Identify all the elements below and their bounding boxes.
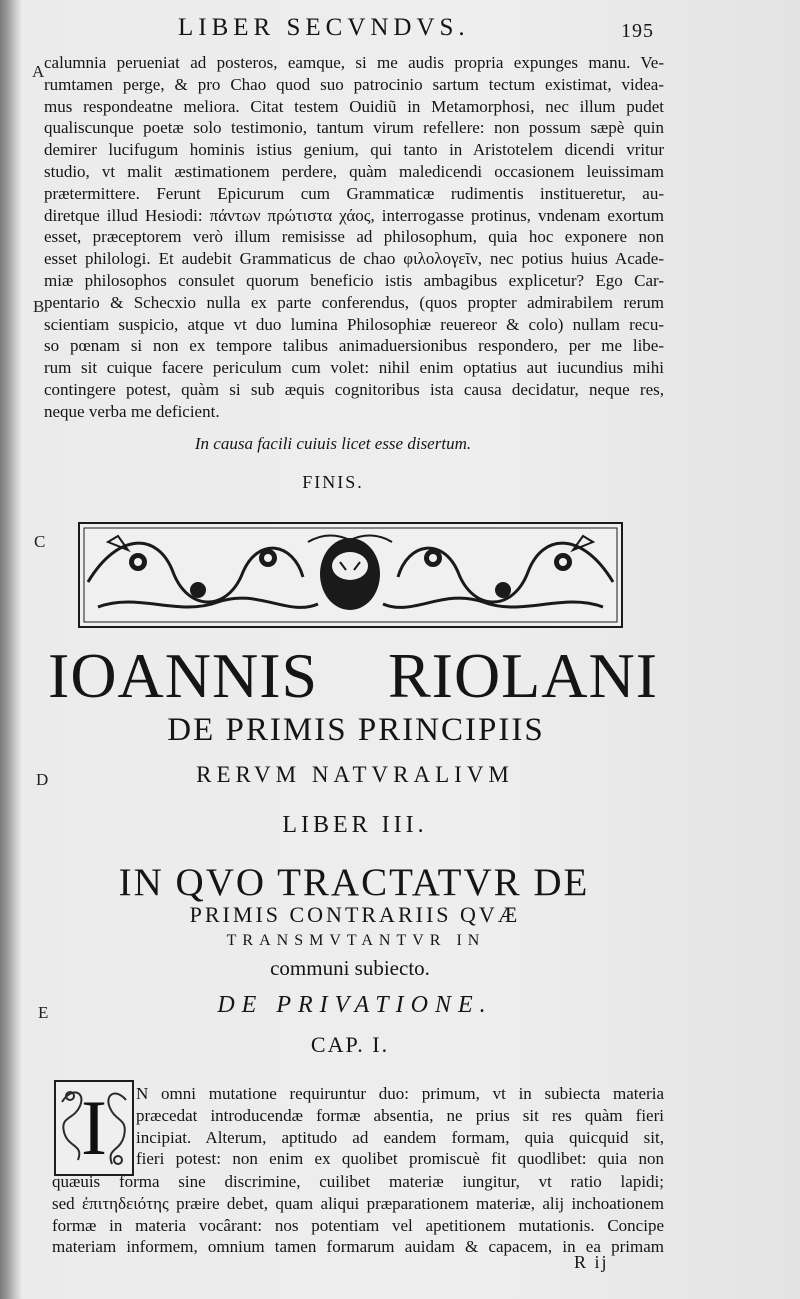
text-line: esset philologi. Et audebit Grammaticus de chao φιλολογεῖν, nec potius huius Acade- — [44, 249, 664, 269]
margin-letter-e: E — [38, 1003, 49, 1022]
text-line: neque verba me deficient. — [44, 401, 220, 421]
signature-mark: R ij — [574, 1252, 609, 1272]
text-line: N omni mutatione requiruntur duo: primum, vt in subiecta materia — [136, 1084, 664, 1103]
text-line: præcedat introducendæ formæ absentia, ne prius sit res quàm fieri — [136, 1105, 664, 1125]
text-line: scientiam suspicio, atque vt duo lumina Philosophiæ reuereor & colo) nullam recu- — [44, 314, 664, 334]
text-line: diretque illud Hesiodi: πάντων πρώτιστα χάος, interrogasse protinus, vndenam exortum — [44, 205, 664, 225]
initial-letter: I — [81, 1084, 107, 1171]
chapter-heading: CAP. I. — [310, 1032, 390, 1057]
top-paragraph — [44, 52, 664, 423]
margin-letter-a: A — [32, 62, 45, 81]
running-head-title: LIBER SECVNDVS. — [178, 14, 470, 41]
text-line: quæuis forma sine discrimine, cuilibet materiæ iungitur, vt ratio lapidi; — [52, 1172, 664, 1191]
ornament-graphic — [78, 522, 623, 628]
text-line: demirer lucifugum hominis istius genium, qui tanto in Aristotelem dicendi vritur — [44, 140, 664, 160]
text-line: studio, vt malit æstimationem perdere, quàm maledicendi occasionem leuissimam — [44, 161, 664, 181]
text-line: calumnia perueniat ad posteros, eamque, si me audis propria expunges manu. Ve- — [44, 53, 664, 72]
work-title: DE PRIMIS PRINCIPIIS — [167, 712, 545, 748]
text-line: miæ philosophos consulet quorum beneficio istis ambagibus explicetur? Ego Car- — [44, 270, 664, 290]
decorated-initial — [54, 1080, 134, 1176]
text-line: prætermittere. Ferunt Epicurum cum Grammaticæ rudimentis institueretur, au- — [44, 183, 664, 203]
text-line: fieri potest: non enim ex quolibet promiscuè fit quodlibet: quia non — [136, 1149, 664, 1169]
text-line: qualiscunque poetæ solo testimonio, tantum virum refellere: non possum sæpè quin — [44, 118, 664, 138]
motto: In causa facili cuiuis licet esse disertum. — [194, 434, 472, 453]
chapter-continuation — [52, 1171, 664, 1258]
text-line: sed ἐπιτηδειότης præire debet, quam aliqui præparationem materiæ, alij inchoationem — [52, 1193, 664, 1213]
communi-heading: communi subiecto. — [270, 956, 430, 980]
text-line: rum sit cuique facere periculum cum volet: nihil enim optatius aut iucundius mihi — [44, 358, 664, 378]
book-number: LIBER III. — [282, 812, 428, 838]
finis: FINIS. — [302, 472, 364, 492]
text-line: materiam informem, omnium tamen formarum auidam & capacem, in ea primam — [52, 1237, 664, 1257]
chapter-opening — [136, 1083, 664, 1170]
text-line: rumtamen perge, & pro Chao quod suo patrocinio sartum tectum existimat, videa- — [44, 74, 664, 94]
text-line: pentario & Schecxio nulla ex parte conferendus, (quos propter admirabilem rerum — [44, 292, 664, 312]
work-subtitle: RERVM NATVRALIVM — [196, 762, 514, 787]
gutter-shadow — [0, 0, 22, 1299]
text-line: so pœnam si non ex tempore talibus animaduersionibus respondero, per me libe- — [44, 336, 664, 356]
text-line: contingere potest, quàm si sub æquis cognitoribus ista causa decidatur, neque res, — [44, 379, 664, 399]
in-quo-heading: IN QVO TRACTATVR DE — [118, 861, 590, 904]
margin-letter-b: B — [33, 297, 45, 316]
author-title: IOANNIS RIOLANI — [48, 640, 658, 711]
running-head — [0, 8, 800, 48]
headpiece-ornament — [78, 522, 623, 628]
section-heading: DE PRIVATIONE. — [217, 992, 493, 1018]
page-number: 195 — [621, 20, 654, 42]
text-line: incipiat. Alterum, aptitudo ad eandem formam, quia quicquid sit, — [136, 1127, 664, 1147]
transmutantur-heading: TRANSMVTANTVR IN — [226, 932, 486, 949]
margin-letter-d: D — [36, 770, 49, 789]
text-line: esset, præceptorem verò illum remisisse ad philosophum, quia hoc exponere non — [44, 227, 664, 247]
text-line: formæ in materia vocârant: nos potentiam vel apetitionem mutationis. Concipe — [52, 1215, 664, 1235]
text-line: mus respondeatne meliora. Citat testem Ouidiũ in Metamorphosi, nec illum pudet — [44, 96, 664, 116]
margin-letter-c: C — [34, 532, 46, 551]
primis-heading: PRIMIS CONTRARIIS QVÆ — [189, 902, 521, 927]
